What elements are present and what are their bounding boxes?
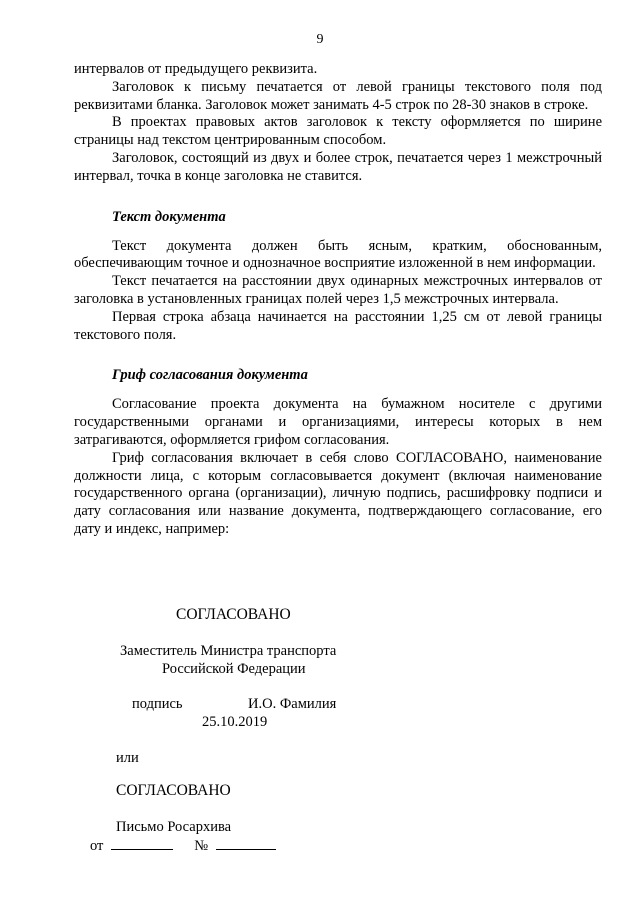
section-heading-approval: Гриф согласования документа	[112, 367, 308, 384]
paragraph: Заголовок, состоящий из двух и более строк, печатается через 1 межстрочный интервал, точка в конце заголовка не ставится.	[74, 149, 602, 184]
paragraph: Текст печатается на расстоянии двух одинарных межстрочных интервалов от заголовка в установленных границах полей через 1,5 межстрочных интервала.	[74, 273, 602, 307]
paragraph: Первая строка абзаца начинается на расстоянии 1,25 см от левой границы текстового поля.	[74, 308, 602, 343]
position-line: Российской Федерации	[162, 661, 306, 677]
signer-name: И.О. Фамилия	[248, 696, 337, 712]
position-line: Заместитель Министра транспорта	[120, 643, 337, 659]
approval-date: 25.10.2019	[202, 714, 268, 730]
approval-stamp: СОГЛАСОВАНО	[116, 782, 231, 799]
paragraph: Текст документа должен быть ясным, кратким, обоснованным, обеспечивающим точное и однозначное восприятие изложенной в нем информации.	[74, 237, 602, 272]
page-number: 9	[316, 32, 324, 47]
section-heading-text: Текст документа	[112, 208, 226, 225]
approval-stamp: СОГЛАСОВАНО	[176, 606, 291, 623]
paragraph: В проектах правовых актов заголовок к тексту оформляется по ширине страницы над текстом центрированным способом.	[74, 114, 602, 149]
paragraph: Согласование проекта документа на бумажном носителе с другими государственными органами и организациями, интересы которых в нем затрагиваются, оформляется грифом согласования.	[74, 396, 602, 448]
paragraph: Гриф согласования включает в себя слово СОГЛАСОВАНО, наименование должности лица, с которым согласовывается документ (включая наименование государственного органа (организации), личную подпись, расшифровку подписи и дату согласования или название документа, подтверждающего согласование, его дату и индекс, например:	[74, 449, 602, 537]
reference-line	[90, 836, 276, 855]
signature-label: подпись	[132, 696, 183, 712]
paragraph: Заголовок к письму печатается от левой границы текстового поля под реквизитами бланка. Заголовок может занимать 4-5 строк по 28-30 знаков в строке.	[74, 78, 602, 113]
or-word: или	[116, 750, 139, 766]
number-blank	[216, 836, 276, 850]
date-blank	[111, 836, 173, 850]
document-name: Письмо Росархива	[116, 819, 232, 835]
number-label: №	[194, 838, 209, 854]
paragraph: интервалов от предыдущего реквизита.	[74, 61, 318, 77]
from-label: от	[90, 838, 104, 854]
body-text	[74, 61, 602, 539]
